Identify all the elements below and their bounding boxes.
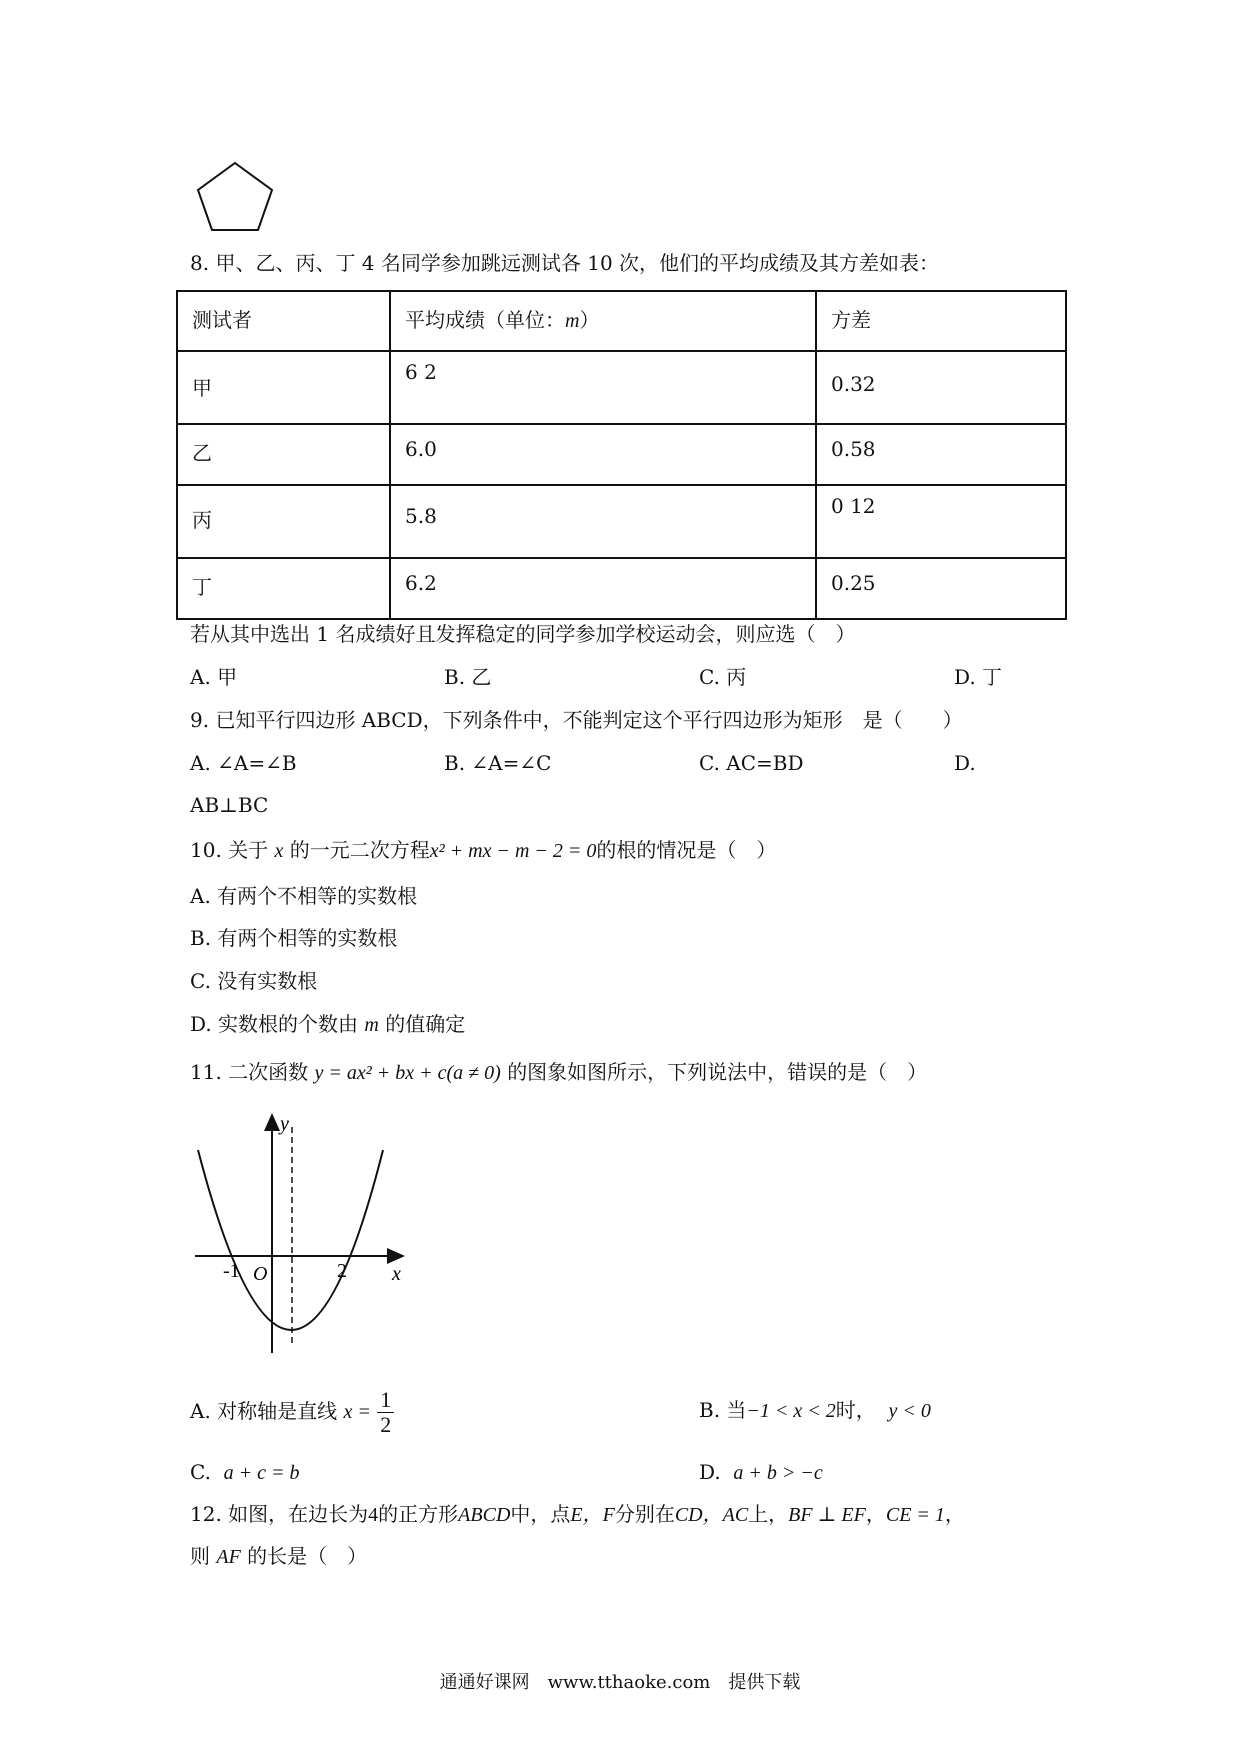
table-row xyxy=(177,351,1066,424)
cell-var: 0.32 xyxy=(816,351,1066,424)
q9-option-b: B. ∠A=∠C xyxy=(444,751,552,775)
q9-option-a: A. ∠A=∠B xyxy=(190,751,297,775)
q8-option-d: D. 丁 xyxy=(954,665,1003,689)
tick-label-neg1: -1 xyxy=(223,1260,240,1282)
cell-name: 乙 xyxy=(177,424,390,485)
q9-option-d-text: AB⊥BC xyxy=(190,793,269,817)
cell-var: 0 12 xyxy=(816,485,1066,558)
cell-var: 0.25 xyxy=(816,558,1066,619)
q8-option-c: C. 丙 xyxy=(699,665,747,689)
q10-option-c: C. 没有实数根 xyxy=(190,969,318,993)
q9-stem: 9. 已知平行四边形 ABCD，下列条件中，不能判定这个平行四边形为矩形 是（ ） xyxy=(190,708,963,732)
q9-option-d: D. xyxy=(954,751,976,775)
q8-question: 若从其中选出 1 名成绩好且发挥稳定的同学参加学校运动会，则应选（ ） xyxy=(190,622,856,646)
cell-avg: 6.0 xyxy=(390,424,816,485)
table-header-row xyxy=(177,291,1066,351)
q11-option-c: C. a + c = b xyxy=(190,1460,300,1484)
table-row xyxy=(177,424,1066,485)
q11-function: y = ax² + bx + c(a ≠ 0) xyxy=(314,1062,501,1084)
y-axis-label: y xyxy=(280,1113,289,1135)
q10-option-d: D. 实数根的个数由 m 的值确定 xyxy=(190,1012,466,1036)
page-footer: 通通好课网 www.tthaoke.com 提供下载 xyxy=(439,1672,801,1693)
pentagon-figure xyxy=(190,160,280,232)
table-row xyxy=(177,485,1066,558)
q8-option-a: A. 甲 xyxy=(190,665,238,689)
q8-option-b: B. 乙 xyxy=(444,665,492,689)
header-tester: 测试者 xyxy=(177,291,390,351)
q10-option-b: B. 有两个相等的实数根 xyxy=(190,926,398,950)
q9-option-c: C. AC=BD xyxy=(699,751,804,775)
cell-name: 丙 xyxy=(177,485,390,558)
q12-stem-line2: 则 AF 的长是（ ） xyxy=(190,1544,368,1568)
q11-option-b: B. 当−1 < x < 2时， y < 0 xyxy=(699,1398,931,1422)
q10-equation: x² + mx − m − 2 = 0 xyxy=(429,840,597,862)
cell-name: 甲 xyxy=(177,351,390,424)
q10-stem: 10. 关于 x 的一元二次方程x² + mx − m − 2 = 0的根的情况是（ ） xyxy=(190,838,777,862)
cell-avg: 6.2 xyxy=(390,558,816,619)
header-variance: 方差 xyxy=(816,291,1066,351)
q11-option-a: A. 对称轴是直线 x = $\frac{1}{2}$ xyxy=(190,1385,394,1438)
q8-stem: 8. 甲、乙、丙、丁 4 名同学参加跳远测试各 10 次，他们的平均成绩及其方差如表： xyxy=(190,251,940,275)
cell-name: 丁 xyxy=(177,558,390,619)
header-average: 平均成绩（单位：m） xyxy=(390,291,816,351)
q10-option-a: A. 有两个不相等的实数根 xyxy=(190,884,418,908)
cell-avg: 6 2 xyxy=(390,351,816,424)
parabola-graph xyxy=(185,1105,415,1360)
score-table xyxy=(176,290,1067,620)
parabola-curve xyxy=(198,1150,383,1330)
q12-stem-line1: 12. 如图，在边长为4的正方形ABCD中，点E，F分别在CD，AC上，BF ⊥ EF，CE = 1， xyxy=(190,1502,965,1526)
cell-avg: 5.8 xyxy=(390,485,816,558)
q11-stem: 11. 二次函数 y = ax² + bx + c(a ≠ 0) 的图象如图所示，下列说法中，错误的是（ ） xyxy=(190,1060,928,1084)
x-axis-label: x xyxy=(392,1263,401,1285)
table-row xyxy=(177,558,1066,619)
origin-label: O xyxy=(253,1263,268,1285)
tick-label-2: 2 xyxy=(337,1260,347,1282)
cell-var: 0.58 xyxy=(816,424,1066,485)
q11-option-d: D. a + b > −c xyxy=(699,1460,823,1484)
fraction-one-half: $\frac{1}{2}$ xyxy=(377,1388,394,1437)
